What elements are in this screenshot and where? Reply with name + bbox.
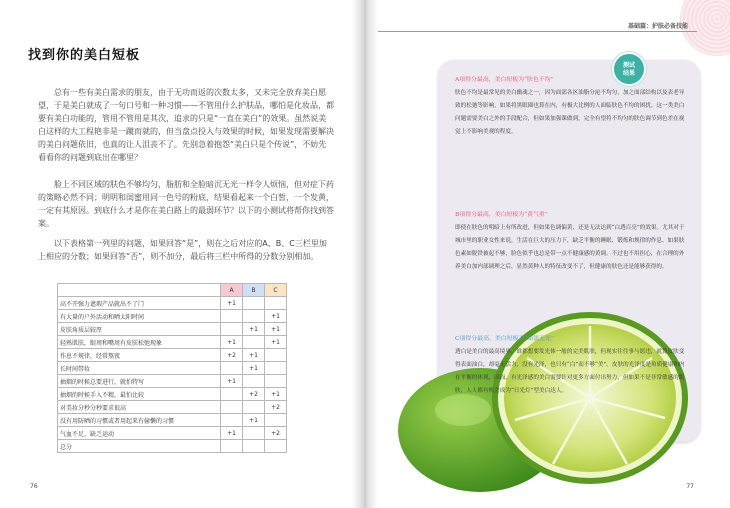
table-row bbox=[58, 362, 287, 375]
table-header-c: C bbox=[265, 284, 287, 297]
table-row bbox=[58, 349, 287, 362]
score-c bbox=[265, 375, 287, 388]
score-a bbox=[221, 388, 243, 401]
intro-paragraph: 总有一些有美白需求的朋友，由于无功而返的次数太多，又未完全放弃美白愿望，于是美白就成了一句口号和一种习惯——不管用什么护肤品，哪怕是化妆品，都要有美白功能的，管用不管用是其次，追求的只是“一直在美白”的效果。虽然说美白这样的大工程艳非是一蹴而就的，但当盘点投入与效果的时候，如果发现需要解决的美白问题依旧，也真的让人沮丧不了。先别急着抱怨“美白只是个传说”，不妨先看看你的问题到底出在哪里？ bbox=[38, 88, 334, 162]
score-a: +1 bbox=[221, 375, 243, 388]
score-a bbox=[221, 401, 243, 414]
table-row bbox=[58, 310, 287, 323]
score-a: +1 bbox=[221, 297, 243, 310]
score-b bbox=[243, 401, 265, 414]
skin-paragraph: 脸上不同区域的肤色不够均匀，脂肪和全脸暗沉无光一样令人烦恼，但对症下药的策略必然不同；明明和闺蜜用同一色号的粉底，结果看起来一个白皙，一个发黄，一定有其原因。到底什么才是你在美白路上的最弱环节？以下的小测试将帮你找到答案。 bbox=[38, 180, 334, 228]
page-number-left: 76 bbox=[30, 483, 38, 490]
score-c: +2 bbox=[265, 427, 287, 440]
score-a: +1 bbox=[221, 427, 243, 440]
score-b bbox=[243, 427, 265, 440]
result-a bbox=[455, 74, 685, 139]
question-cell: 高不开强力遮瑕产品就出不了门 bbox=[58, 297, 221, 310]
question-cell: 皮肤角质层较厚 bbox=[58, 323, 221, 336]
table-row bbox=[58, 401, 287, 414]
quiz-table bbox=[57, 283, 287, 453]
score-b: +1 bbox=[243, 323, 265, 336]
result-c-text: 透白是美白的最高境界，谁都想要发光体一般的完美肌肤，但现实往往事与愿违，就算皮肤变得表面油白，却毫无活力，没有光泽，也只有“白”而不够“美”。皮肤的光泽度是角质健康和内在平衡的体现，因而，有光泽感的美白需要针对更多方面付出努力，但如果不是非常敏感的肌肤，人人都有机会成为“日光灯”型美白达人。 bbox=[455, 349, 685, 394]
table-row bbox=[58, 388, 287, 401]
question-cell: 有大量的户外活动和晒太阳时间 bbox=[58, 310, 221, 323]
table-header-item bbox=[58, 284, 221, 297]
score-a: +2 bbox=[221, 349, 243, 362]
score-a bbox=[221, 414, 243, 427]
score-c: +1 bbox=[265, 323, 287, 336]
page-number-right: 77 bbox=[686, 483, 694, 490]
total-b bbox=[243, 440, 265, 453]
question-cell: 抽烟的时候总要进行，就怕特写 bbox=[58, 375, 221, 388]
score-b bbox=[243, 297, 265, 310]
result-c bbox=[455, 333, 685, 398]
table-row bbox=[58, 323, 287, 336]
score-a bbox=[221, 323, 243, 336]
table-header-b: B bbox=[243, 284, 265, 297]
question-cell: 气血不足，缺乏运动 bbox=[58, 427, 221, 440]
section-header: 基础篇：护肤必备技能 bbox=[627, 23, 688, 30]
result-b-text: 即使在肤色的明暗上有所改进，但如果色调偏黄，还是无法达到“白透百亮”的效果。尤其对于城市里的职业女性来说，生活在巨大的压力下，缺乏平衡的睡眠、锻炼和规律的作息。如果肤色素如脱铁被起不够，脸色似乎也总是带一点不健康感的黄调。不过也不用担心，在合理的外养美白加内部调理之后，显然黄种人的特征改变不了，但健康的肤色还是能够获得的。 bbox=[455, 225, 685, 270]
score-c bbox=[265, 349, 287, 362]
right-page bbox=[365, 0, 730, 508]
score-b: +1 bbox=[243, 414, 265, 427]
score-b: +1 bbox=[243, 362, 265, 375]
score-b: +1 bbox=[243, 349, 265, 362]
table-row-total bbox=[58, 440, 287, 453]
score-a bbox=[221, 362, 243, 375]
score-a bbox=[221, 310, 243, 323]
score-c: +1 bbox=[265, 310, 287, 323]
question-cell: 长时间带妆 bbox=[58, 362, 221, 375]
table-header-row bbox=[58, 284, 287, 297]
table-row bbox=[58, 375, 287, 388]
score-b: +2 bbox=[243, 388, 265, 401]
instructions-paragraph: 以下表格第一列里的问题，如果回答“是”，则在之后对应的A、B、C三栏里加上相应的分数；如果回答“否”，则不加分，最后将三栏中所得的分数分别相加。 bbox=[38, 239, 327, 261]
score-b bbox=[243, 336, 265, 349]
score-c bbox=[265, 362, 287, 375]
score-c bbox=[265, 297, 287, 310]
total-a bbox=[221, 440, 243, 453]
question-cell: 作息不规律，经常熬夜 bbox=[58, 349, 221, 362]
score-a: +1 bbox=[221, 336, 243, 349]
question-cell: 对美妆分秒分秒要求很高 bbox=[58, 401, 221, 414]
total-c bbox=[265, 440, 287, 453]
question-cell: 轻熟肌肤，眼周和嘴周有皮肤松弛现象 bbox=[58, 336, 221, 349]
question-cell: 没有用防晒的习惯或者用起来有偷懒的习惯 bbox=[58, 414, 221, 427]
score-c: +1 bbox=[265, 336, 287, 349]
table-header-a: A bbox=[221, 284, 243, 297]
score-b bbox=[243, 375, 265, 388]
total-label: 总分 bbox=[58, 440, 221, 453]
page-title: 找到你的美白短板 bbox=[28, 48, 141, 63]
result-a-heading: A项得分最高，美白短板为“肤色不均” bbox=[455, 77, 554, 83]
score-b bbox=[243, 310, 265, 323]
table-row bbox=[58, 427, 287, 440]
result-b-heading: B项得分最高，美白短板为“黄气重” bbox=[455, 212, 548, 218]
table-row bbox=[58, 336, 287, 349]
score-c: +2 bbox=[265, 401, 287, 414]
score-c: +1 bbox=[265, 388, 287, 401]
book-gutter bbox=[352, 0, 378, 508]
result-a-text: 肤色不均是最常见的美白幽魂之一，因为面部各区油脂分泌不均匀，加之面部结构以及表老导致的松弛等影响，如果将黑眼圈也算在内，有极大比例的人面临肤色不均的困扰。这一类美白问题需要美白之外的手段配合，但如果加强课做到，完全有望将不均匀的肤色调节到色差在视觉上不影响美观的程度。 bbox=[455, 90, 685, 135]
table-row bbox=[58, 297, 287, 310]
result-b bbox=[455, 209, 685, 274]
result-c-heading: C项得分最高，美白短板为“暗淡无光” bbox=[455, 336, 554, 342]
badge-line-1: 测试 bbox=[622, 62, 635, 69]
badge-line-2: 结果 bbox=[622, 70, 635, 77]
score-c bbox=[265, 414, 287, 427]
table-row bbox=[58, 414, 287, 427]
question-cell: 抽烟的时候手入不精，最怕比较 bbox=[58, 388, 221, 401]
